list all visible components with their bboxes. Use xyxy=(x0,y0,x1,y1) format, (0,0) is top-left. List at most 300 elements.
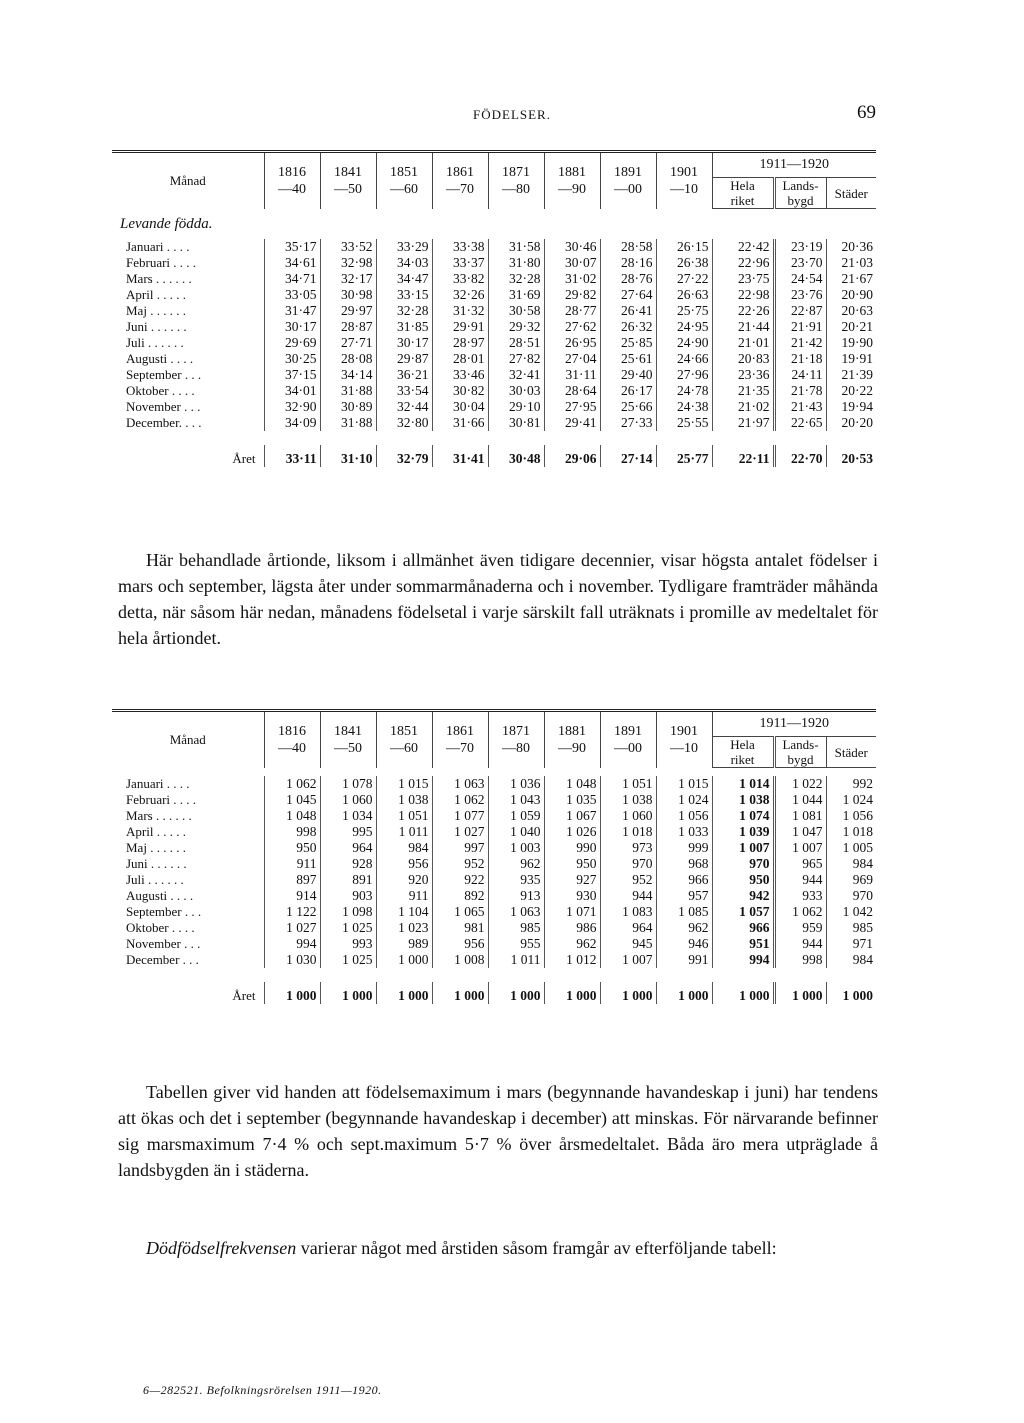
year-total-row xyxy=(112,445,876,467)
column-group-header: 1911—1920 xyxy=(712,152,876,178)
table-cell: 30·98 xyxy=(320,287,376,303)
table-cell: 994 xyxy=(264,936,320,952)
table-cell: 1 062 xyxy=(264,776,320,792)
table-cell: 28·58 xyxy=(600,239,656,255)
body-paragraph: Tabellen giver vid handen att födelsemaximum i mars (begynnande havandeskap i juni) har tendens att ökas och det i september (begynnande havandeskap i december) att minskas. För närvarande befinner sig marsmaximum 7·4 % och sept.maximum 5·7 % över årsmedeltalet. Båda äro mera utpräglade å landsbygden än i städerna. xyxy=(118,1082,878,1180)
table-cell: 946 xyxy=(656,936,712,952)
row-label: Oktober . . . . xyxy=(126,383,195,398)
table-cell: 1 042 xyxy=(826,904,876,920)
table-cell: 20·83 xyxy=(712,351,774,367)
row-label: Oktober . . . . xyxy=(126,920,195,935)
table-cell: 28·16 xyxy=(600,255,656,271)
table-cell: 32·17 xyxy=(320,271,376,287)
table-cell: 21·97 xyxy=(712,415,774,431)
table-cell: 34·71 xyxy=(264,271,320,287)
table-cell: 22·96 xyxy=(712,255,774,271)
table-cell: 903 xyxy=(320,888,376,904)
table-row xyxy=(112,415,876,431)
table-cell: 1 000 xyxy=(544,982,600,1004)
table-cell: 1 038 xyxy=(712,792,774,808)
table-cell: 950 xyxy=(712,872,774,888)
table-row xyxy=(112,824,876,840)
section-label: Levande födda. xyxy=(120,216,213,232)
table-cell: 26·15 xyxy=(656,239,712,255)
table-cell: 966 xyxy=(656,872,712,888)
column-header-period: 1861 —70 xyxy=(432,711,488,768)
table-body xyxy=(112,209,876,468)
table-cell: 30·89 xyxy=(320,399,376,415)
table-cell: 24·95 xyxy=(656,319,712,335)
row-label: November . . . xyxy=(126,399,201,414)
table-cell: 1 011 xyxy=(488,952,544,968)
table-cell: 30·48 xyxy=(488,445,544,467)
table-cell: 32·79 xyxy=(376,445,432,467)
table-cell: 942 xyxy=(712,888,774,904)
table-row xyxy=(112,255,876,271)
table-cell: 28·97 xyxy=(432,335,488,351)
table-cell: 32·28 xyxy=(376,303,432,319)
table-cell: 998 xyxy=(264,824,320,840)
table-cell: 19·90 xyxy=(826,335,876,351)
table-cell: 1 000 xyxy=(656,982,712,1004)
table-cell: 19·91 xyxy=(826,351,876,367)
table-cell: 968 xyxy=(656,856,712,872)
table-cell: 31·32 xyxy=(432,303,488,319)
table-cell: 1 104 xyxy=(376,904,432,920)
row-label: Februari . . . . xyxy=(126,255,197,270)
table-cell: 1 067 xyxy=(544,808,600,824)
table-cell: 913 xyxy=(488,888,544,904)
row-label: Mars . . . . . . xyxy=(126,271,192,286)
table-cell: 22·65 xyxy=(774,415,826,431)
table-cell: 1 098 xyxy=(320,904,376,920)
table-cell: 962 xyxy=(488,856,544,872)
table-cell: 32·28 xyxy=(488,271,544,287)
table-cell: 21·78 xyxy=(774,383,826,399)
row-label: December . . . xyxy=(126,952,199,967)
table-cell: 31·88 xyxy=(320,415,376,431)
column-header-period: 1881 —90 xyxy=(544,711,600,768)
column-header-sub: Städer xyxy=(826,737,876,768)
page-footer: 6—282521. Befolkningsrörelsen 1911—1920. xyxy=(143,1383,382,1397)
table-cell: 951 xyxy=(712,936,774,952)
table-cell: 1 000 xyxy=(264,982,320,1004)
table-cell: 24·90 xyxy=(656,335,712,351)
table-cell: 19·94 xyxy=(826,399,876,415)
table-cell: 1 060 xyxy=(600,808,656,824)
table-cell: 1 018 xyxy=(600,824,656,840)
promille-table xyxy=(112,709,876,1004)
table-cell: 30·03 xyxy=(488,383,544,399)
table-cell: 27·62 xyxy=(544,319,600,335)
table-cell: 24·78 xyxy=(656,383,712,399)
table-cell: 27·04 xyxy=(544,351,600,367)
table-cell: 31·02 xyxy=(544,271,600,287)
table-row xyxy=(112,936,876,952)
column-header-period: 1881 —90 xyxy=(544,152,600,209)
table-cell: 23·70 xyxy=(774,255,826,271)
table-row xyxy=(112,888,876,904)
column-header-period: 1816 —40 xyxy=(264,711,320,768)
column-header-period: 1841 —50 xyxy=(320,152,376,209)
table-cell: 984 xyxy=(826,856,876,872)
table-cell: 32·90 xyxy=(264,399,320,415)
column-header-period: 1851 —60 xyxy=(376,711,432,768)
table-cell: 29·91 xyxy=(432,319,488,335)
table-cell: 897 xyxy=(264,872,320,888)
column-header-month: Månad xyxy=(112,711,264,768)
row-label: Januari . . . . xyxy=(126,239,190,254)
table-cell: 23·19 xyxy=(774,239,826,255)
table-cell: 945 xyxy=(600,936,656,952)
table-cell: 33·37 xyxy=(432,255,488,271)
table-cell: 29·40 xyxy=(600,367,656,383)
table-row xyxy=(112,776,876,792)
table-row xyxy=(112,808,876,824)
table-cell: 31·80 xyxy=(488,255,544,271)
table-cell: 20·90 xyxy=(826,287,876,303)
table-cell: 1 038 xyxy=(376,792,432,808)
table-cell: 20·21 xyxy=(826,319,876,335)
page-number: 69 xyxy=(857,102,876,123)
table-cell: 1 000 xyxy=(376,952,432,968)
table-cell: 984 xyxy=(826,952,876,968)
table-cell: 1 026 xyxy=(544,824,600,840)
table-cell: 986 xyxy=(544,920,600,936)
table-cell: 962 xyxy=(544,936,600,952)
year-total-row xyxy=(112,982,876,1004)
column-header-period: 1861 —70 xyxy=(432,152,488,209)
column-header-period: 1891 —00 xyxy=(600,711,656,768)
column-header-period: 1901 —10 xyxy=(656,152,712,209)
table-cell: 1 038 xyxy=(600,792,656,808)
table-cell: 950 xyxy=(544,856,600,872)
row-label: Maj . . . . . . xyxy=(126,840,186,855)
table-cell: 933 xyxy=(774,888,826,904)
table-cell: 1 071 xyxy=(544,904,600,920)
table-cell: 927 xyxy=(544,872,600,888)
table-cell: 34·61 xyxy=(264,255,320,271)
table-cell: 33·29 xyxy=(376,239,432,255)
table-cell: 1 000 xyxy=(376,982,432,1004)
table-cell: 920 xyxy=(376,872,432,888)
table-cell: 1 011 xyxy=(376,824,432,840)
row-label: Juli . . . . . . xyxy=(126,335,184,350)
table-cell: 1 057 xyxy=(712,904,774,920)
table-cell: 1 047 xyxy=(774,824,826,840)
table-cell: 930 xyxy=(544,888,600,904)
table-cell: 1 012 xyxy=(544,952,600,968)
table-cell: 944 xyxy=(774,872,826,888)
table-cell: 33·05 xyxy=(264,287,320,303)
column-header-sub: Lands- bygd xyxy=(774,178,826,209)
column-header-period: 1851 —60 xyxy=(376,152,432,209)
table-cell: 1 000 xyxy=(774,982,826,1004)
table-cell: 22·42 xyxy=(712,239,774,255)
table-cell: 1 000 xyxy=(488,982,544,1004)
table-row xyxy=(112,383,876,399)
row-label: Augusti . . . . xyxy=(126,888,194,903)
table-cell: 1 056 xyxy=(826,808,876,824)
table-cell: 23·36 xyxy=(712,367,774,383)
table-row xyxy=(112,303,876,319)
table-cell: 21·01 xyxy=(712,335,774,351)
table-body xyxy=(112,768,876,1005)
column-header-period: 1891 —00 xyxy=(600,152,656,209)
row-label: Augusti . . . . xyxy=(126,351,194,366)
table-cell: 25·75 xyxy=(656,303,712,319)
table-cell: 32·44 xyxy=(376,399,432,415)
table-cell: 29·82 xyxy=(544,287,600,303)
table-cell: 891 xyxy=(320,872,376,888)
table-cell: 1 063 xyxy=(488,904,544,920)
table-cell: 34·01 xyxy=(264,383,320,399)
table-cell: 25·85 xyxy=(600,335,656,351)
table-cell: 31·66 xyxy=(432,415,488,431)
table-cell: 1 074 xyxy=(712,808,774,824)
table-cell: 1 025 xyxy=(320,920,376,936)
table-cell: 20·22 xyxy=(826,383,876,399)
table-cell: 30·46 xyxy=(544,239,600,255)
table-cell: 31·41 xyxy=(432,445,488,467)
table-cell: 32·41 xyxy=(488,367,544,383)
row-label: Mars . . . . . . xyxy=(126,808,192,823)
column-header-sub: Hela riket xyxy=(712,178,774,209)
table-cell: 1 085 xyxy=(656,904,712,920)
table-row xyxy=(112,856,876,872)
table-cell: 21·03 xyxy=(826,255,876,271)
table-cell: 30·81 xyxy=(488,415,544,431)
table-cell: 30·58 xyxy=(488,303,544,319)
table-row xyxy=(112,271,876,287)
table-head xyxy=(112,711,876,768)
table-cell: 36·21 xyxy=(376,367,432,383)
table-cell: 25·61 xyxy=(600,351,656,367)
row-label: September . . . xyxy=(126,904,202,919)
table-cell: 1 051 xyxy=(376,808,432,824)
table-cell: 997 xyxy=(432,840,488,856)
table-cell: 27·95 xyxy=(544,399,600,415)
table-cell: 1 005 xyxy=(826,840,876,856)
table-cell: 1 015 xyxy=(656,776,712,792)
table-cell: 33·82 xyxy=(432,271,488,287)
table-cell: 1 007 xyxy=(712,840,774,856)
table-cell: 985 xyxy=(488,920,544,936)
table-cell: 1 027 xyxy=(264,920,320,936)
table-row xyxy=(112,952,876,968)
table-cell: 31·11 xyxy=(544,367,600,383)
table-cell: 30·82 xyxy=(432,383,488,399)
table-cell: 22·87 xyxy=(774,303,826,319)
row-label: Juni . . . . . . xyxy=(126,856,187,871)
table-cell: 22·98 xyxy=(712,287,774,303)
table-cell: 1 122 xyxy=(264,904,320,920)
table-cell: 1 007 xyxy=(774,840,826,856)
row-label: Året xyxy=(232,451,256,466)
table-cell: 956 xyxy=(432,936,488,952)
table-cell: 33·15 xyxy=(376,287,432,303)
table-cell: 970 xyxy=(712,856,774,872)
table-cell: 1 059 xyxy=(488,808,544,824)
table-row xyxy=(112,239,876,255)
table-cell: 1 003 xyxy=(488,840,544,856)
table-row xyxy=(112,367,876,383)
table-cell: 964 xyxy=(600,920,656,936)
table-cell: 911 xyxy=(264,856,320,872)
table-cell: 955 xyxy=(488,936,544,952)
column-group-header: 1911—1920 xyxy=(712,711,876,737)
table-cell: 993 xyxy=(320,936,376,952)
table-cell: 30·07 xyxy=(544,255,600,271)
column-header-period: 1901 —10 xyxy=(656,711,712,768)
table-head xyxy=(112,152,876,209)
table-cell: 952 xyxy=(432,856,488,872)
table-row xyxy=(112,792,876,808)
running-header: FÖDELSER. xyxy=(473,107,551,122)
table-cell: 26·32 xyxy=(600,319,656,335)
table-row xyxy=(112,351,876,367)
row-label: Januari . . . . xyxy=(126,776,190,791)
table-cell: 1 007 xyxy=(600,952,656,968)
table-cell: 1 081 xyxy=(774,808,826,824)
emphasized-term: Dödfödselfrekvensen xyxy=(146,1238,297,1258)
table-cell: 23·75 xyxy=(712,271,774,287)
table-cell: 1 000 xyxy=(826,982,876,1004)
table-cell: 20·36 xyxy=(826,239,876,255)
table-cell: 31·47 xyxy=(264,303,320,319)
table-cell: 914 xyxy=(264,888,320,904)
table-cell: 21·44 xyxy=(712,319,774,335)
table-cell: 31·85 xyxy=(376,319,432,335)
table-row xyxy=(112,287,876,303)
table-cell: 1 056 xyxy=(656,808,712,824)
table-cell: 34·03 xyxy=(376,255,432,271)
table-cell: 1 062 xyxy=(432,792,488,808)
table-cell: 23·76 xyxy=(774,287,826,303)
table-cell: 989 xyxy=(376,936,432,952)
table-cell: 911 xyxy=(376,888,432,904)
table-cell: 25·77 xyxy=(656,445,712,467)
table-cell: 30·17 xyxy=(376,335,432,351)
table-cell: 29·10 xyxy=(488,399,544,415)
table-cell: 21·35 xyxy=(712,383,774,399)
table-cell: 1 022 xyxy=(774,776,826,792)
table-cell: 25·55 xyxy=(656,415,712,431)
table-cell: 21·39 xyxy=(826,367,876,383)
table-cell: 26·41 xyxy=(600,303,656,319)
table-cell: 24·11 xyxy=(774,367,826,383)
table-cell: 35·17 xyxy=(264,239,320,255)
table-cell: 21·43 xyxy=(774,399,826,415)
table-row xyxy=(112,920,876,936)
table-cell: 1 000 xyxy=(712,982,774,1004)
table-cell: 944 xyxy=(774,936,826,952)
table-cell: 28·87 xyxy=(320,319,376,335)
table-cell: 30·04 xyxy=(432,399,488,415)
body-paragraph xyxy=(118,1235,878,1261)
table-cell: 27·14 xyxy=(600,445,656,467)
table-cell: 1 027 xyxy=(432,824,488,840)
table-cell: 28·01 xyxy=(432,351,488,367)
table-cell: 27·33 xyxy=(600,415,656,431)
table-cell: 21·02 xyxy=(712,399,774,415)
table-cell: 27·82 xyxy=(488,351,544,367)
table-cell: 1 060 xyxy=(320,792,376,808)
table-cell: 1 077 xyxy=(432,808,488,824)
table-cell: 1 000 xyxy=(600,982,656,1004)
table-cell: 922 xyxy=(432,872,488,888)
table-cell: 981 xyxy=(432,920,488,936)
table-cell: 952 xyxy=(600,872,656,888)
table-row xyxy=(112,319,876,335)
table-cell: 962 xyxy=(656,920,712,936)
table-cell: 1 024 xyxy=(826,792,876,808)
column-header-sub: Hela riket xyxy=(712,737,774,768)
table-cell: 1 033 xyxy=(656,824,712,840)
table-cell: 27·96 xyxy=(656,367,712,383)
row-label: Maj . . . . . . xyxy=(126,303,186,318)
table-cell: 1 036 xyxy=(488,776,544,792)
column-header-period: 1871 —80 xyxy=(488,152,544,209)
table-cell: 31·10 xyxy=(320,445,376,467)
table-cell: 32·26 xyxy=(432,287,488,303)
table-cell: 26·38 xyxy=(656,255,712,271)
table-cell: 1 024 xyxy=(656,792,712,808)
table-cell: 28·64 xyxy=(544,383,600,399)
table-cell: 21·91 xyxy=(774,319,826,335)
table-cell: 944 xyxy=(600,888,656,904)
table-cell: 27·71 xyxy=(320,335,376,351)
table-cell: 995 xyxy=(320,824,376,840)
body-paragraph: Här behandlade årtionde, liksom i allmänhet även tidigare decennier, visar högsta antalet födelser i mars och september, lägsta åter under sommarmånaderna och i november. Tydligare framträder måhända detta, när såsom här nedan, månadens födelsetal i varje särskilt fall uträknats i promille av medeltalet för hela årtiondet. xyxy=(118,550,878,648)
table-cell: 31·58 xyxy=(488,239,544,255)
table-cell: 969 xyxy=(826,872,876,888)
column-header-sub: Lands- bygd xyxy=(774,737,826,768)
table-cell: 1 062 xyxy=(774,904,826,920)
table-cell: 971 xyxy=(826,936,876,952)
table-cell: 24·38 xyxy=(656,399,712,415)
row-label: November . . . xyxy=(126,936,201,951)
table-cell: 22·70 xyxy=(774,445,826,467)
table-cell: 1 014 xyxy=(712,776,774,792)
table-cell: 957 xyxy=(656,888,712,904)
table-cell: 950 xyxy=(264,840,320,856)
table-cell: 1 015 xyxy=(376,776,432,792)
table-cell: 928 xyxy=(320,856,376,872)
table-cell: 31·88 xyxy=(320,383,376,399)
column-header-period: 1841 —50 xyxy=(320,711,376,768)
table-cell: 20·53 xyxy=(826,445,876,467)
table-cell: 25·66 xyxy=(600,399,656,415)
table-cell: 1 048 xyxy=(544,776,600,792)
table-cell: 1 078 xyxy=(320,776,376,792)
table-cell: 29·41 xyxy=(544,415,600,431)
row-label: Februari . . . . xyxy=(126,792,197,807)
table-cell: 33·11 xyxy=(264,445,320,467)
table-cell: 28·51 xyxy=(488,335,544,351)
table-cell: 973 xyxy=(600,840,656,856)
table-cell: 999 xyxy=(656,840,712,856)
table-cell: 984 xyxy=(376,840,432,856)
table-cell: 1 044 xyxy=(774,792,826,808)
row-label: Året xyxy=(232,988,256,1003)
row-label: April . . . . . xyxy=(126,824,186,839)
table-cell: 28·76 xyxy=(600,271,656,287)
table-cell: 1 083 xyxy=(600,904,656,920)
table-cell: 33·46 xyxy=(432,367,488,383)
table-cell: 24·66 xyxy=(656,351,712,367)
table-cell: 985 xyxy=(826,920,876,936)
